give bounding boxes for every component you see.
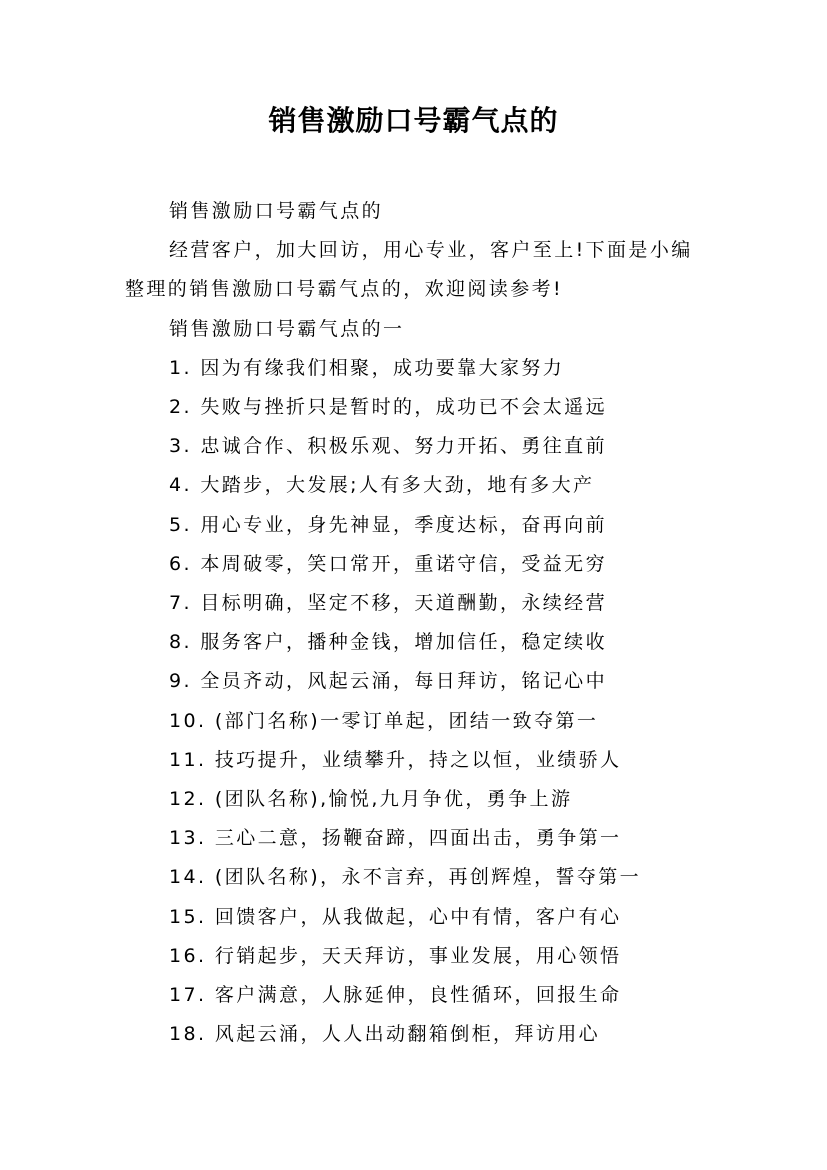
list-item: 6. 本周破零，笑口常开，重诺守信，受益无穷 <box>169 552 607 575</box>
list-item: 15. 回馈客户，从我做起，心中有情，客户有心 <box>169 905 622 928</box>
list-item: 11. 技巧提升，业绩攀升，持之以恒，业绩骄人 <box>169 748 622 771</box>
slogan-list <box>125 349 705 1055</box>
intro-paragraph: 经营客户，加大回访，用心专业，客户至上!下面是小编整理的销售激励口号霸气点的，欢迎阅读参考! <box>125 239 693 301</box>
document-body <box>125 192 705 1054</box>
list-item: 14. (团队名称)，永不言弃，再创辉煌，誓夺第一 <box>169 866 642 889</box>
list-item: 16. 行销起步，天天拜访，事业发展，用心领悟 <box>169 944 622 967</box>
subtitle-line: 销售激励口号霸气点的 <box>169 200 384 222</box>
list-item: 18. 风起云涌，人人出动翻箱倒柜，拜访用心 <box>169 1023 601 1046</box>
list-item: 4. 大踏步，大发展;人有多大劲，地有多大产 <box>169 474 595 497</box>
list-item: 17. 客户满意，人脉延伸，良性循环，回报生命 <box>169 984 622 1007</box>
list-item: 12. (团队名称),愉悦,九月争优，勇争上游 <box>169 788 573 811</box>
list-item: 3. 忠诚合作、积极乐观、努力开拓、勇往直前 <box>169 435 607 458</box>
list-item: 7. 目标明确，坚定不移，天道酬勤，永续经营 <box>169 592 607 615</box>
page-title: 销售激励口号霸气点的 <box>268 104 559 137</box>
section-heading: 销售激励口号霸气点的一 <box>169 317 405 340</box>
list-item: 10. (部门名称)一零订单起，团结一致夺第一 <box>169 709 599 732</box>
list-item: 1. 因为有缘我们相聚，成功要靠大家努力 <box>169 356 565 379</box>
list-item: 8. 服务客户，播种金钱，增加信任，稳定续收 <box>169 631 607 654</box>
list-item: 5. 用心专业，身先神显，季度达标，奋再向前 <box>169 513 607 536</box>
list-item: 9. 全员齐动，风起云涌，每日拜访，铭记心中 <box>169 670 607 693</box>
list-item: 2. 失败与挫折只是暂时的，成功已不会太遥远 <box>169 396 607 419</box>
list-item: 13. 三心二意，扬鞭奋蹄，四面出击，勇争第一 <box>169 827 622 850</box>
